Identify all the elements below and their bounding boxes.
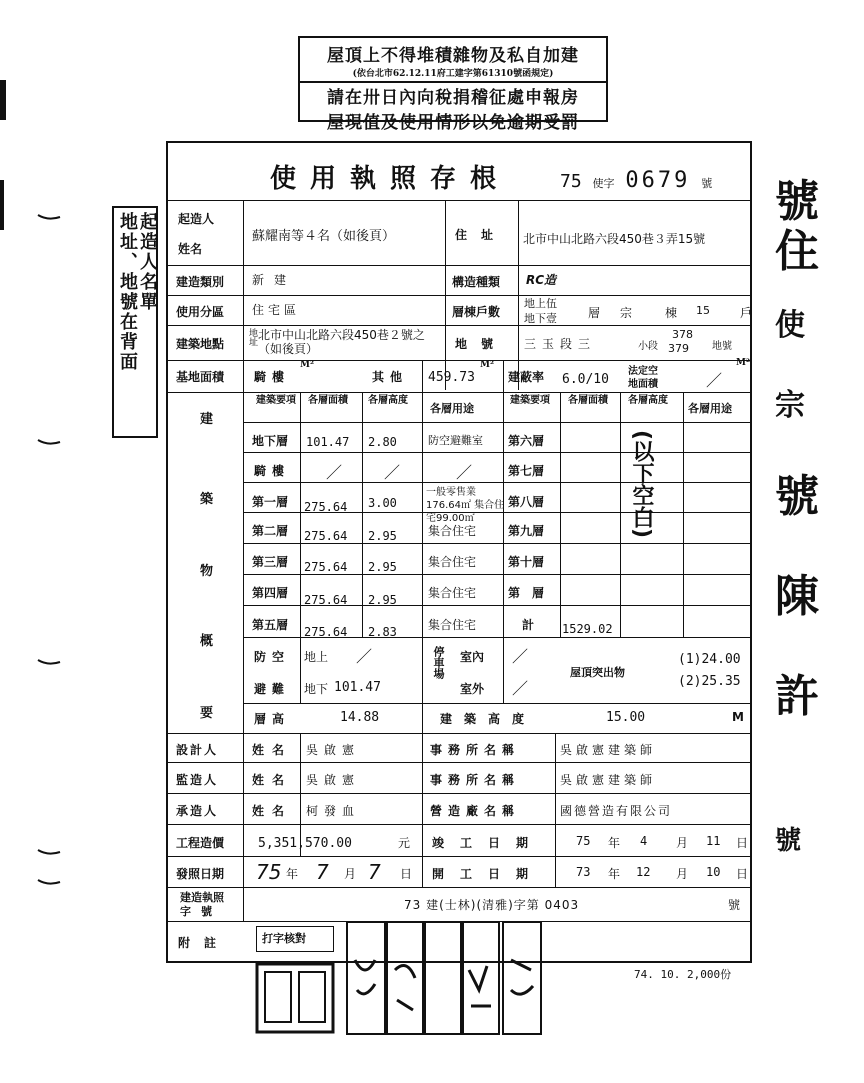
notice-box: [298, 36, 608, 133]
hdr-area-left: 各層面積: [308, 395, 348, 406]
done-d: 日: [736, 836, 749, 850]
base-arcade: 騎樓: [254, 370, 291, 384]
height-value: 14.88: [340, 710, 380, 725]
structure-label: 構造種類: [452, 275, 501, 289]
hdr-area-right: 各層面積: [568, 395, 608, 406]
cost-unit: 元: [398, 836, 411, 850]
cost-label: 工程造價: [176, 836, 225, 850]
start-m: 月: [676, 867, 689, 881]
notice-line-1: 屋頂上不得堆積雜物及私自加建: [327, 46, 579, 66]
row1-area: ／: [326, 463, 343, 482]
done-year: 75: [576, 834, 591, 848]
edge-char-2: 住: [775, 226, 819, 277]
roof-label: 屋頂突出物: [570, 666, 625, 679]
rule: [166, 265, 752, 266]
edge-char-4: 宗: [775, 388, 805, 423]
lot-small: 小段: [638, 341, 658, 352]
row3-use: 集合住宅: [428, 524, 477, 538]
parking-indoor-value: ／: [512, 647, 529, 666]
approval-stamps: [345, 920, 545, 1038]
row4-name: 第三層: [252, 555, 289, 569]
row3-height: 2.95: [368, 529, 397, 543]
designer-label: 設計人: [176, 743, 219, 757]
right-row3: 第九層: [508, 524, 545, 538]
issue-month: 7: [316, 860, 329, 884]
start-y: 年: [608, 867, 621, 881]
designer-name: 吳啟憲: [306, 743, 361, 757]
start-d: 日: [736, 867, 749, 881]
check-stamp-text: 打字核對: [262, 932, 306, 945]
lot-label: 地號: [455, 337, 508, 351]
rule: [422, 733, 423, 887]
rule: [683, 392, 684, 637]
start-month: 12: [636, 865, 651, 879]
rule: [518, 200, 519, 390]
shelter-below-value: 101.47: [334, 680, 381, 695]
shelter-label-1: 防空: [254, 650, 291, 664]
coverage-value: 6.0/10: [562, 372, 609, 387]
lot-num-2: 379: [668, 342, 689, 355]
edge-char-5: 號: [775, 471, 819, 522]
designer-office: 吳啟憲建築師: [560, 743, 657, 757]
shelter-above: 地上: [304, 650, 329, 664]
right-row1: 第七層: [508, 464, 545, 478]
unit-m2: M²: [736, 358, 750, 368]
structure-value: RC造: [526, 273, 557, 287]
permit-word: 使字: [592, 177, 615, 190]
rule: [422, 360, 423, 733]
row5-area: 275.64: [304, 593, 348, 607]
rule: [243, 452, 752, 453]
permit-prefix: 75: [560, 171, 582, 192]
row4-area: 275.64: [304, 560, 348, 574]
unit-m2: M²: [300, 360, 314, 370]
floors-above: 地上伍: [524, 297, 557, 310]
row0-area: 101.47: [306, 435, 350, 449]
notice-line-3: 請在卅日內向稅捐稽征處申報房: [327, 88, 579, 108]
row2-area: 275.64: [304, 500, 348, 514]
hdr-item-right: 建築要項: [510, 395, 550, 406]
row1-name: 騎樓: [254, 464, 291, 478]
site-value: 北市中山北路六段450巷２號之（如後頁）: [258, 328, 425, 356]
issue-year: 75: [256, 860, 282, 884]
row2-name: 第一層: [252, 495, 289, 509]
row0-height: 2.80: [368, 435, 397, 449]
issue-m: 月: [344, 867, 357, 881]
hdr-height-right: 各層高度: [628, 395, 668, 406]
done-day: 11: [706, 834, 721, 848]
contractor-office: 國德營造有限公司: [560, 804, 673, 818]
form-title: 使用執照存根: [270, 164, 511, 194]
count-text: 宗: [620, 306, 633, 320]
contractor-name-label: 姓名: [252, 804, 293, 818]
floors-below: 地下壹: [524, 312, 557, 325]
lot-num-1: 378: [672, 328, 693, 341]
rule: [620, 392, 621, 637]
issue-label: 發照日期: [176, 867, 225, 881]
cost-value: 5,351,570.00: [258, 836, 352, 851]
permit-serial: 0679: [625, 168, 691, 193]
building-side-4: 概: [200, 634, 214, 649]
hdr-use-left: 各層用途: [430, 402, 474, 415]
floors-label: 層棟戶數: [452, 305, 501, 319]
building-side-5: 要: [200, 706, 214, 721]
issue-d: 日: [400, 867, 413, 881]
seal-stamp-1: [255, 962, 335, 1034]
row5-height: 2.95: [368, 593, 397, 607]
owner-address-label: 住址: [455, 228, 508, 242]
rule: [166, 392, 752, 393]
owner-address: 北市中山北路六段450巷３弄15號: [523, 232, 706, 246]
row3-area: 275.64: [304, 529, 348, 543]
building-height-value: 15.00: [606, 710, 646, 725]
scan-margin-marks: [0, 0, 70, 1083]
rule: [243, 422, 752, 423]
edge-char-7: 許: [775, 671, 819, 722]
row4-use: 集合住宅: [428, 555, 477, 569]
row0-name: 地下層: [252, 434, 289, 448]
coverage-label: 建蔽率: [508, 370, 545, 384]
rule: [243, 543, 752, 544]
row6-use: 集合住宅: [428, 618, 477, 632]
permit-suffix: 號: [701, 177, 713, 190]
rule: [166, 762, 752, 763]
done-y: 年: [608, 836, 621, 850]
start-label: 開工日期: [432, 867, 545, 881]
issue-y: 年: [286, 867, 299, 881]
rule: [362, 392, 363, 637]
notice-line-2: (依台北市62.12.11府工建字第61310號函規定): [300, 66, 606, 83]
designer-name-label: 姓名: [252, 743, 293, 757]
building-side-3: 物: [200, 564, 214, 579]
row3-name: 第二層: [252, 524, 289, 538]
rule: [555, 733, 556, 887]
type-value: 新建: [252, 273, 297, 287]
rule: [166, 360, 752, 361]
shelter-label-2: 避難: [254, 682, 291, 696]
edge-char-8: 號: [775, 826, 802, 856]
done-m: 月: [676, 836, 689, 850]
household-unit: 戶: [740, 306, 753, 320]
start-day: 10: [706, 865, 721, 879]
edge-char-6: 陳: [775, 571, 819, 622]
right-row2: 第八層: [508, 495, 545, 509]
contractor-name: 柯發血: [306, 804, 361, 818]
row6-area: 275.64: [304, 625, 348, 639]
rule: [243, 574, 752, 575]
row5-name: 第四層: [252, 586, 289, 600]
empty-note: (以下空白): [629, 430, 654, 539]
supervisor-office: 吳啟憲建築師: [560, 773, 657, 787]
permit-label-2: 字號: [180, 905, 222, 918]
side-note-col1: 起造人名單: [137, 212, 158, 312]
height-unit: M: [732, 710, 744, 724]
designer-office-label: 事務所名稱: [430, 743, 521, 757]
rule: [560, 392, 561, 637]
parking-indoor: 室內: [460, 650, 485, 664]
row2-use: 一般零售業176.64㎡ 集合住宅99.00㎡: [426, 487, 505, 524]
contractor-office-label: 營造廠名稱: [430, 804, 521, 818]
rule: [243, 200, 244, 921]
row5-use: 集合住宅: [428, 586, 477, 600]
building-side-2: 築: [200, 492, 214, 507]
start-year: 73: [576, 865, 591, 879]
rule: [300, 392, 301, 703]
legal-value: ／: [706, 371, 723, 390]
rule: [243, 703, 752, 704]
zone-value: 住宅區: [252, 303, 301, 317]
rule: [166, 824, 752, 825]
row2-height: 3.00: [368, 496, 397, 510]
issue-day: 7: [368, 860, 381, 884]
hdr-item-left: 建築要項: [256, 395, 296, 406]
building-height-label: 建築高度: [440, 712, 537, 726]
height-label: 層高: [254, 712, 291, 726]
done-label: 竣工日期: [432, 836, 545, 850]
unit-m2: M²: [480, 360, 494, 370]
lot-value: 三玉段三: [524, 337, 597, 351]
type-label: 建造類別: [176, 275, 225, 289]
notice-line-4: 屋現值及使用情形以免逾期受罰: [327, 113, 579, 133]
right-row5: 第 層: [508, 586, 545, 600]
owner-label-1: 起造人: [178, 212, 215, 226]
rule: [166, 295, 752, 296]
parking-outdoor: 室外: [460, 682, 485, 696]
floors-text: 層: [588, 306, 601, 320]
rule: [166, 325, 752, 326]
row4-height: 2.95: [368, 560, 397, 574]
side-note-col2: 地址、地號在背面: [117, 212, 138, 372]
side-note-box: [112, 206, 158, 438]
row1-height: ／: [384, 463, 401, 482]
rule: [166, 200, 752, 201]
hdr-use-right: 各層用途: [688, 402, 732, 415]
rule: [166, 733, 752, 734]
rule: [503, 360, 504, 703]
edge-char-1: 號: [775, 176, 819, 227]
shelter-below: 地下: [304, 682, 329, 696]
owner-label-2: 姓名: [178, 242, 203, 256]
site-label: 建築地點: [176, 337, 225, 351]
row6-name: 第五層: [252, 618, 289, 632]
supervisor-name-label: 姓名: [252, 773, 293, 787]
row1-use: ／: [456, 463, 473, 482]
hdr-height-left: 各層高度: [368, 395, 408, 406]
done-month: 4: [640, 834, 648, 848]
rule: [166, 856, 752, 857]
rule: [166, 887, 752, 888]
permit-suffix-text: 號: [728, 898, 741, 912]
base-label: 基地面積: [176, 370, 225, 384]
contractor-label: 承造人: [176, 804, 219, 818]
building-text: 棟: [665, 306, 678, 320]
supervisor-name: 吳啟憲: [306, 773, 361, 787]
footer-print-note: 74. 10. 2,000份: [634, 968, 732, 981]
permit-label-1: 建造執照: [180, 891, 224, 904]
base-other: 其他: [372, 370, 409, 384]
shelter-above-value: ／: [356, 647, 373, 666]
roof-value-1: (1)24.00: [678, 652, 741, 667]
rule: [445, 200, 446, 390]
supervisor-label: 監造人: [176, 773, 219, 787]
roof-value-2: (2)25.35: [678, 674, 741, 689]
rule: [243, 482, 752, 483]
legal-label-1: 法定空: [628, 366, 658, 377]
supervisor-office-label: 事務所名稱: [430, 773, 521, 787]
edge-char-3: 使: [775, 308, 805, 343]
building-side-1: 建: [200, 412, 214, 427]
parking-outdoor-value: ／: [512, 679, 529, 698]
rule: [166, 793, 752, 794]
right-row4: 第十層: [508, 555, 545, 569]
parking-label: 停車場: [432, 646, 445, 679]
households-value: 15: [696, 304, 710, 317]
lot-suffix: 地號: [712, 341, 732, 352]
row6-height: 2.83: [368, 625, 397, 639]
zone-label: 使用分區: [176, 305, 225, 319]
row0-use: 防空避難室: [428, 434, 483, 447]
owner-value: 蘇耀南等４名（如後頁）: [252, 229, 396, 244]
permit-value: 73 建(士林)(清雅)字第 0403: [404, 898, 580, 912]
legal-label-2: 地面積: [628, 379, 658, 390]
permit-number: [560, 168, 712, 193]
right-row6: 計: [522, 618, 535, 632]
site-sub: 地址: [247, 328, 257, 346]
base-other-value: 459.73: [428, 370, 475, 385]
right-row0: 第六層: [508, 434, 545, 448]
building-total: 1529.02: [562, 622, 613, 636]
attach-label: 附註: [178, 936, 231, 950]
